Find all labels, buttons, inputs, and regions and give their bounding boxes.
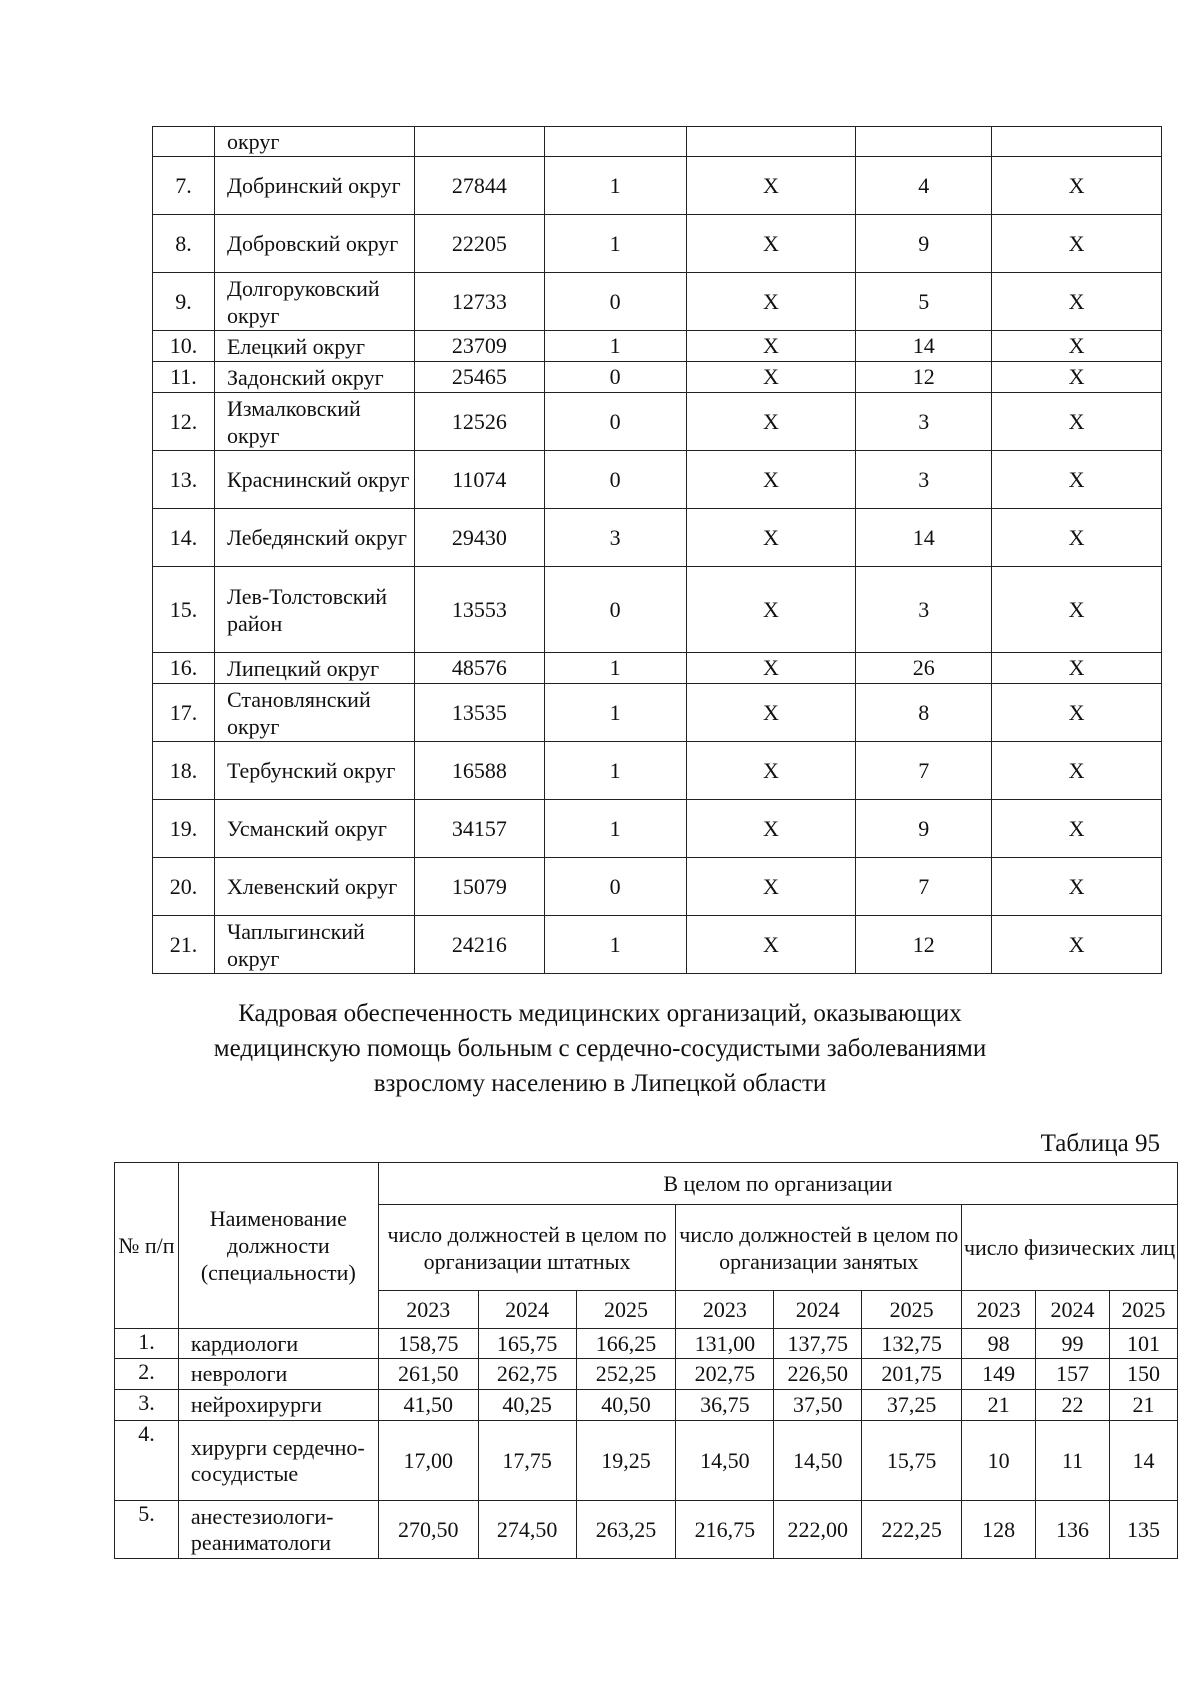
staffing-table [114,1162,1178,1559]
cell-c1: 16588 [414,742,544,800]
cell-c1: 34157 [414,800,544,858]
cell-c2: 1 [544,215,686,273]
cell-value: 11 [1036,1421,1110,1501]
cell-c5: Х [992,858,1162,916]
cell-name: Усманский округ [214,800,414,858]
cell-value: 10 [962,1421,1036,1501]
cell-name: Задонский округ [214,362,414,393]
cell-value: 222,00 [774,1501,862,1559]
cell-c5: Х [992,393,1162,451]
cell-c4: 7 [856,742,992,800]
cell-position-name: анестезиологи-реаниматологи [178,1501,378,1559]
header-year: 2023 [962,1291,1036,1329]
cell-c2: 0 [544,393,686,451]
cell-value: 37,50 [774,1390,862,1421]
cell-c5: Х [992,362,1162,393]
cell-c2 [544,127,686,157]
cell-value: 201,75 [862,1359,962,1390]
cell-num: 13. [153,451,215,509]
cell-value: 15,75 [862,1421,962,1501]
cell-c2: 1 [544,331,686,362]
cell-c1: 29430 [414,509,544,567]
cell-c3: Х [686,858,856,916]
cell-num: 5. [115,1501,179,1559]
cell-c1: 12526 [414,393,544,451]
cell-c1: 22205 [414,215,544,273]
cell-c3: Х [686,451,856,509]
cell-c5: Х [992,157,1162,215]
cell-value: 40,25 [478,1390,576,1421]
cell-num [153,127,215,157]
cell-c5: Х [992,742,1162,800]
cell-name: Долгоруковский округ [214,273,414,331]
cell-name: Липецкий округ [214,653,414,684]
cell-value: 150 [1109,1359,1177,1390]
cell-c3: Х [686,273,856,331]
cell-c5: Х [992,215,1162,273]
table-row [115,1390,1178,1421]
header-year: 2025 [862,1291,962,1329]
cell-value: 17,00 [378,1421,478,1501]
cell-num: 8. [153,215,215,273]
caption-line: Кадровая обеспеченность медицинских организаций, оказывающих [238,1000,962,1027]
cell-num: 7. [153,157,215,215]
cell-c1: 12733 [414,273,544,331]
cell-position-name: неврологи [178,1359,378,1390]
table-number-label: Таблица 95 [1040,1130,1160,1157]
cell-name: Становлянский округ [214,684,414,742]
cell-c1 [414,127,544,157]
table-row [153,215,1162,273]
table-row [115,1501,1178,1559]
header-year: 2025 [1109,1291,1177,1329]
cell-c1: 13553 [414,567,544,653]
cell-c1: 15079 [414,858,544,916]
cell-c4: 12 [856,916,992,974]
cell-c1: 24216 [414,916,544,974]
cell-num: 16. [153,653,215,684]
cell-c2: 1 [544,916,686,974]
cell-c5: Х [992,273,1162,331]
cell-value: 222,25 [862,1501,962,1559]
cell-value: 128 [962,1501,1036,1559]
cell-c4: 26 [856,653,992,684]
cell-c5: Х [992,684,1162,742]
cell-c5: Х [992,509,1162,567]
table-row [115,1329,1178,1359]
table-row [153,393,1162,451]
cell-value: 132,75 [862,1329,962,1359]
cell-value: 40,50 [576,1390,676,1421]
cell-value: 165,75 [478,1329,576,1359]
table-row [115,1359,1178,1390]
table-row [153,567,1162,653]
cell-num: 9. [153,273,215,331]
header-year: 2023 [676,1291,774,1329]
cell-num: 19. [153,800,215,858]
table-row [153,331,1162,362]
cell-name: Измалковский округ [214,393,414,451]
cell-c4 [856,127,992,157]
cell-name: округ [214,127,414,157]
cell-num: 3. [115,1390,179,1421]
cell-value: 226,50 [774,1359,862,1390]
table-row [115,1421,1178,1501]
cell-num: 15. [153,567,215,653]
table-row [153,509,1162,567]
cell-c3: Х [686,653,856,684]
cell-c5: Х [992,653,1162,684]
header-year: 2023 [378,1291,478,1329]
cell-value: 101 [1109,1329,1177,1359]
cell-c2: 1 [544,800,686,858]
cell-num: 2. [115,1359,179,1390]
cell-num: 17. [153,684,215,742]
cell-value: 261,50 [378,1359,478,1390]
cell-c4: 12 [856,362,992,393]
cell-value: 137,75 [774,1329,862,1359]
cell-name: Хлевенский округ [214,858,414,916]
cell-value: 21 [1109,1390,1177,1421]
cell-value: 22 [1036,1390,1110,1421]
cell-value: 99 [1036,1329,1110,1359]
cell-c2: 0 [544,451,686,509]
cell-value: 149 [962,1359,1036,1390]
cell-name: Добровский округ [214,215,414,273]
cell-value: 158,75 [378,1329,478,1359]
cell-c3: Х [686,157,856,215]
cell-num: 10. [153,331,215,362]
cell-c4: 9 [856,800,992,858]
table-row [153,684,1162,742]
cell-c2: 0 [544,362,686,393]
cell-c3 [686,127,856,157]
cell-name: Лев-Толстовский район [214,567,414,653]
header-row [115,1163,1178,1205]
cell-c3: Х [686,362,856,393]
table-row [153,916,1162,974]
table-row [153,362,1162,393]
cell-value: 216,75 [676,1501,774,1559]
cell-c4: 14 [856,331,992,362]
cell-value: 21 [962,1390,1036,1421]
cell-value: 166,25 [576,1329,676,1359]
cell-name: Краснинский округ [214,451,414,509]
cell-c5: Х [992,451,1162,509]
cell-c4: 3 [856,451,992,509]
table-row [153,157,1162,215]
cell-value: 263,25 [576,1501,676,1559]
cell-c4: 5 [856,273,992,331]
cell-c2: 3 [544,509,686,567]
cell-value: 262,75 [478,1359,576,1390]
cell-c5: Х [992,567,1162,653]
staffing-table-body [115,1329,1178,1559]
cell-c4: 4 [856,157,992,215]
cell-num: 12. [153,393,215,451]
cell-c5: Х [992,800,1162,858]
cell-c1: 27844 [414,157,544,215]
header-physical-persons: число физических лиц [962,1205,1178,1291]
cell-c3: Х [686,567,856,653]
cell-position-name: хирурги сердечно-сосудистые [178,1421,378,1501]
header-position-name: Наименование должности (специальности) [178,1163,378,1329]
cell-value: 136 [1036,1501,1110,1559]
cell-c4: 14 [856,509,992,567]
cell-value: 274,50 [478,1501,576,1559]
cell-num: 4. [115,1421,179,1501]
cell-num: 20. [153,858,215,916]
table-row [153,451,1162,509]
cell-c2: 0 [544,858,686,916]
cell-name: Добринский округ [214,157,414,215]
cell-value: 131,00 [676,1329,774,1359]
cell-c3: Х [686,684,856,742]
cell-value: 19,25 [576,1421,676,1501]
cell-value: 98 [962,1329,1036,1359]
table-row [153,653,1162,684]
cell-c5: Х [992,916,1162,974]
cell-value: 157 [1036,1359,1110,1390]
cell-c5: Х [992,331,1162,362]
header-year: 2024 [1036,1291,1110,1329]
table-row [153,127,1162,157]
cell-c2: 1 [544,653,686,684]
cell-value: 41,50 [378,1390,478,1421]
cell-c5 [992,127,1162,157]
cell-position-name: нейрохирурги [178,1390,378,1421]
cell-c3: Х [686,742,856,800]
cell-c1: 23709 [414,331,544,362]
cell-value: 17,75 [478,1421,576,1501]
cell-num: 1. [115,1329,179,1359]
header-occupied-positions: число должностей в целом по организации занятых [676,1205,962,1291]
cell-c3: Х [686,215,856,273]
cell-position-name: кардиологи [178,1329,378,1359]
cell-num: 14. [153,509,215,567]
cell-c4: 3 [856,393,992,451]
cell-c3: Х [686,916,856,974]
cell-c4: 7 [856,858,992,916]
cell-c3: Х [686,800,856,858]
cell-name: Лебедянский округ [214,509,414,567]
districts-table-body [153,127,1162,974]
cell-num: 18. [153,742,215,800]
cell-c2: 1 [544,157,686,215]
cell-c1: 48576 [414,653,544,684]
table-row [153,273,1162,331]
cell-value: 14,50 [774,1421,862,1501]
table-row [153,800,1162,858]
cell-c4: 3 [856,567,992,653]
cell-value: 252,25 [576,1359,676,1390]
cell-c2: 0 [544,567,686,653]
cell-c1: 11074 [414,451,544,509]
section-caption [150,996,1050,1101]
districts-table [152,126,1162,974]
cell-name: Чаплыгинский округ [214,916,414,974]
cell-value: 36,75 [676,1390,774,1421]
caption-line: медицинскую помощь больным с сердечно-сосудистыми заболеваниями [213,1035,987,1062]
header-group: В целом по организации [378,1163,1177,1205]
cell-value: 270,50 [378,1501,478,1559]
header-staff-positions: число должностей в целом по организации штатных [378,1205,676,1291]
table-row [153,742,1162,800]
table-row [153,858,1162,916]
cell-c4: 9 [856,215,992,273]
caption-line: взрослому населению в Липецкой области [373,1070,827,1097]
header-year: 2024 [478,1291,576,1329]
header-year: 2025 [576,1291,676,1329]
cell-c3: Х [686,331,856,362]
header-year: 2024 [774,1291,862,1329]
cell-value: 37,25 [862,1390,962,1421]
cell-num: 21. [153,916,215,974]
cell-num: 11. [153,362,215,393]
cell-c1: 25465 [414,362,544,393]
cell-c2: 1 [544,684,686,742]
cell-c3: Х [686,509,856,567]
cell-value: 135 [1109,1501,1177,1559]
cell-name: Тербунский округ [214,742,414,800]
header-num: № п/п [115,1163,179,1329]
cell-value: 14,50 [676,1421,774,1501]
cell-c4: 8 [856,684,992,742]
cell-c1: 13535 [414,684,544,742]
cell-c3: Х [686,393,856,451]
cell-value: 202,75 [676,1359,774,1390]
cell-name: Елецкий округ [214,331,414,362]
cell-c2: 1 [544,742,686,800]
cell-c2: 0 [544,273,686,331]
cell-value: 14 [1109,1421,1177,1501]
